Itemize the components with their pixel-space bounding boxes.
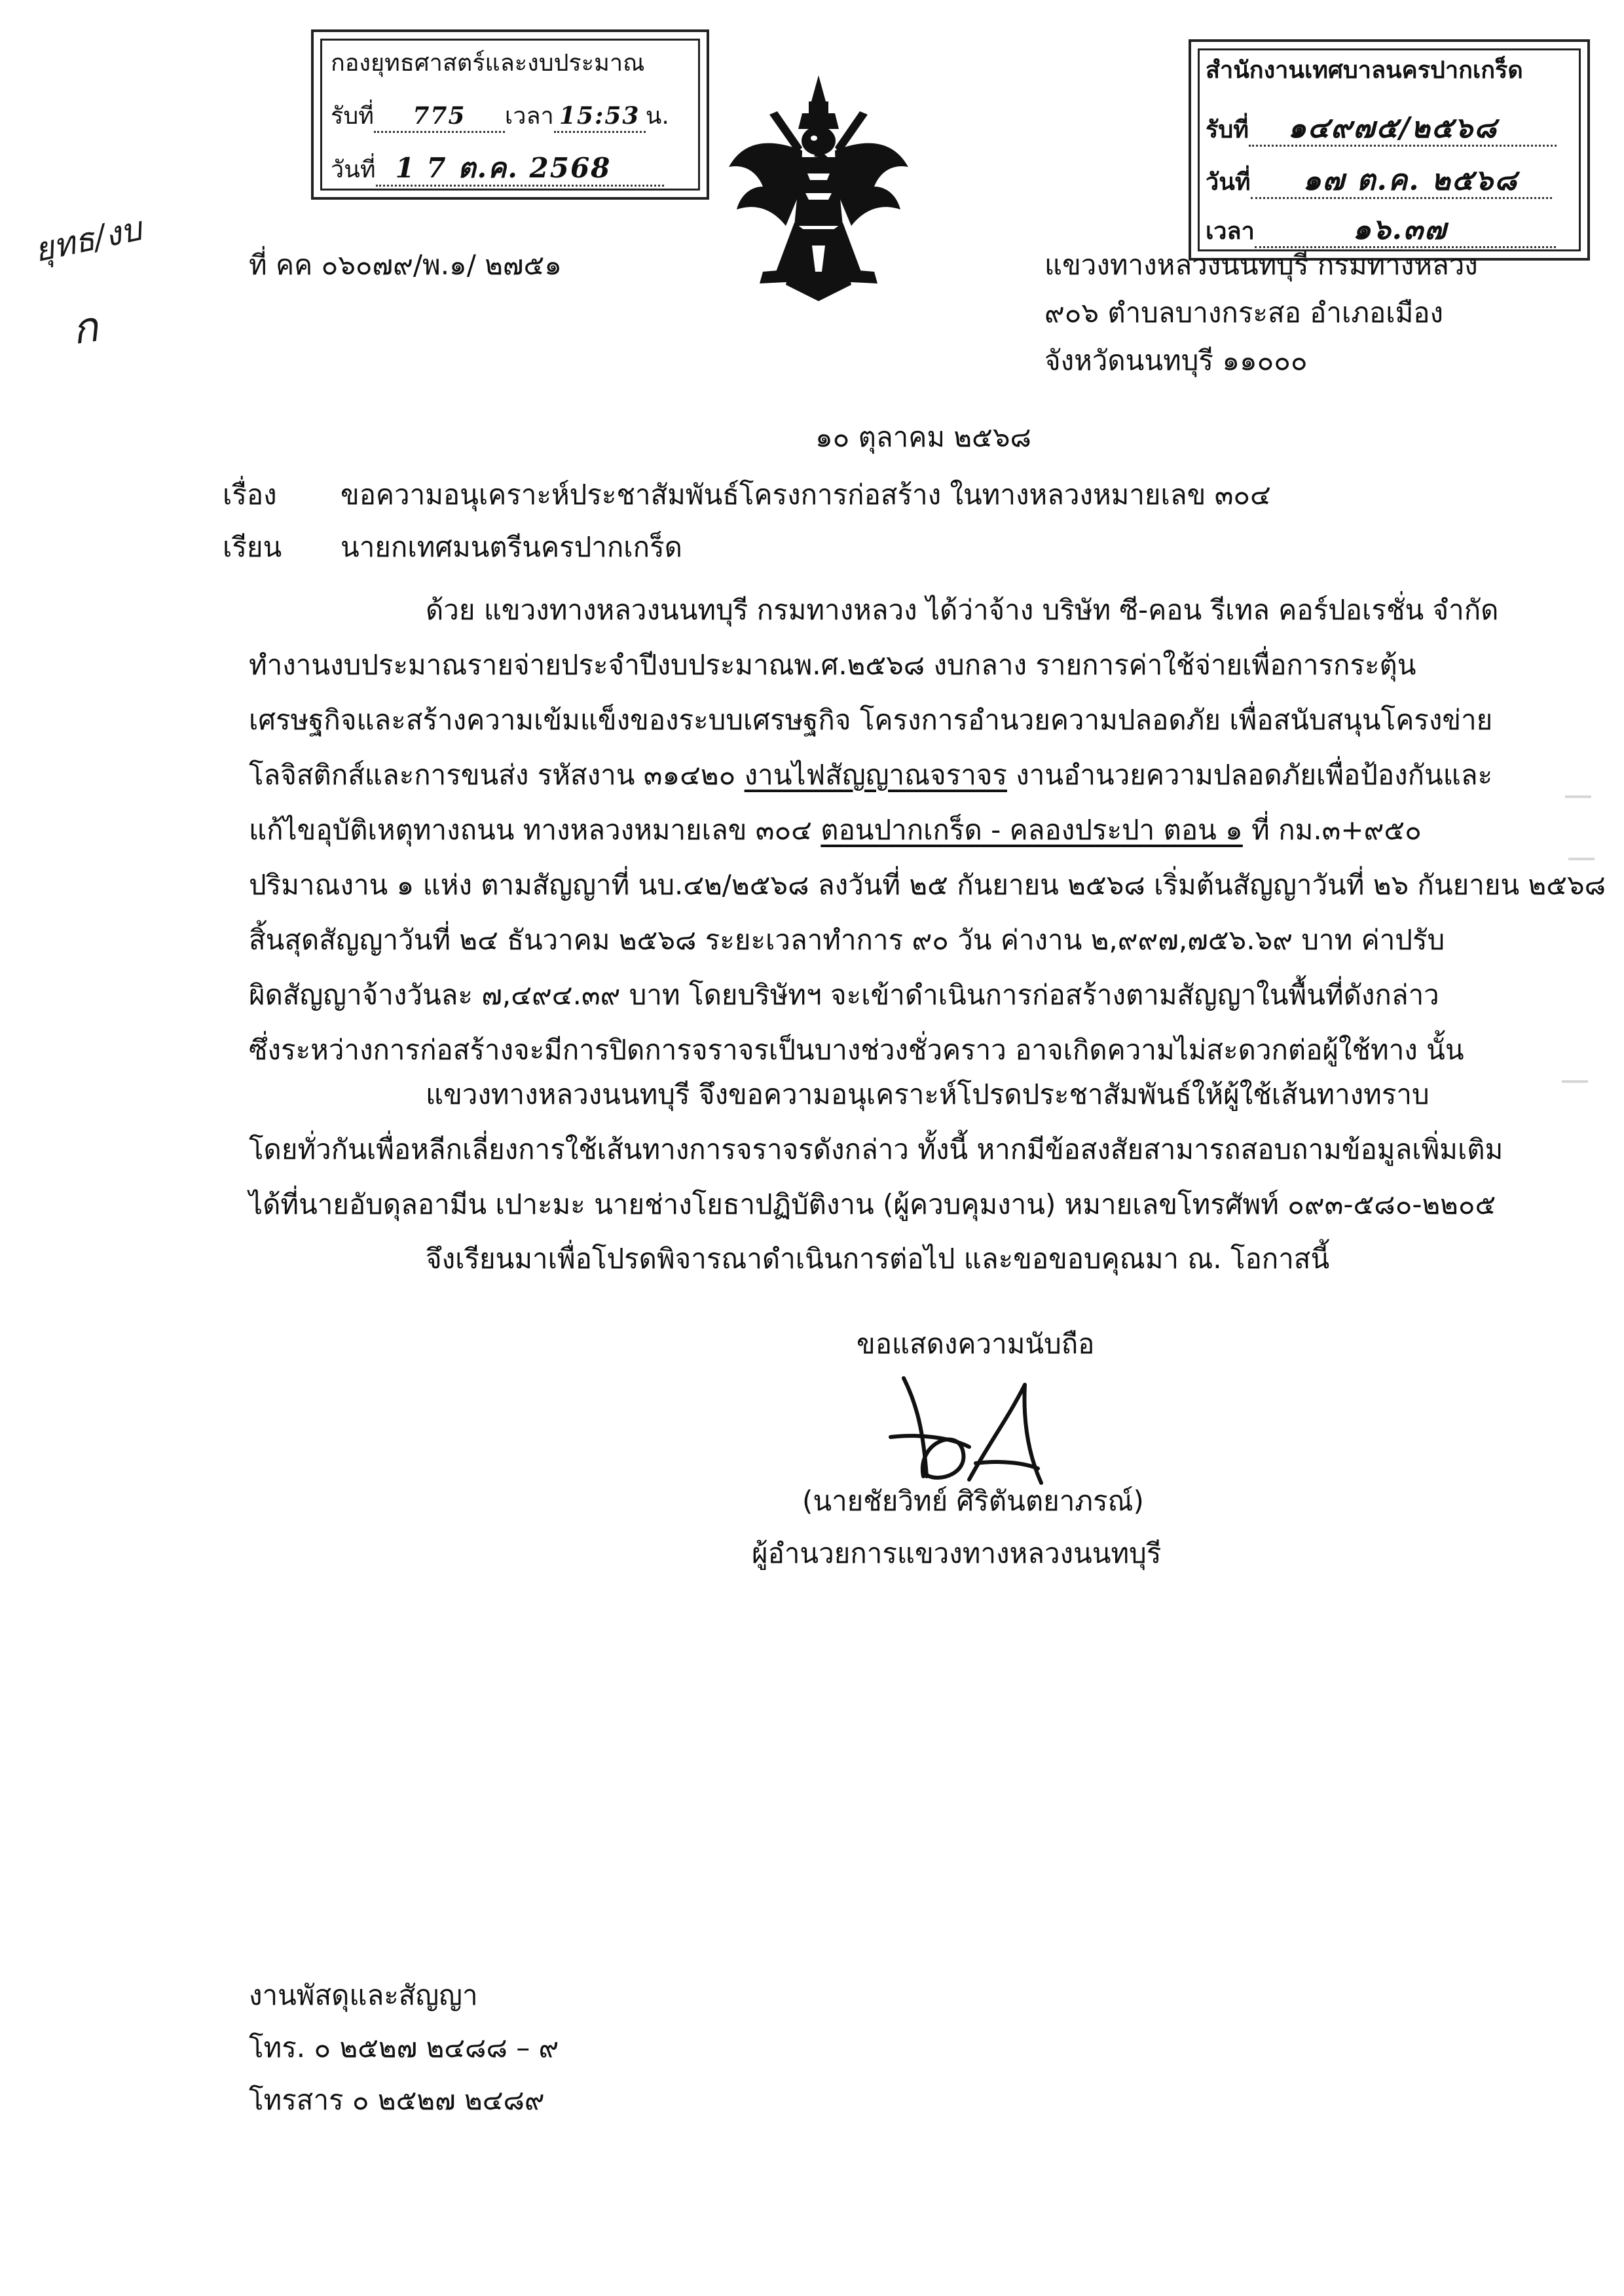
stamp-left-time: 15:53 [559,102,640,130]
stamp-right-time-label: เวลา [1206,218,1255,245]
stamp-left-recv-no: 775 [413,102,466,130]
scan-artifact [1568,858,1595,860]
highlight-work-name: งานไฟสัญญาณจราจร [744,759,1007,791]
margin-note-line2: ก [69,302,101,355]
received-stamp-right [1189,39,1590,261]
body-paragraph-1 [249,583,1606,1078]
margin-initial [67,293,102,363]
margin-note-line1: ยุทธ/งบ [31,210,145,270]
scan-artifact [1562,1080,1588,1083]
to-text: นายกเทศมนตรีนครปากเกร็ด [341,531,682,563]
signature-icon [877,1365,1061,1496]
subject-label: เรื่อง [223,479,277,511]
p1-line: ผิดสัญญาจ้างวันละ ๗,๔๙๔.๓๙ บาท โดยบริษัทฯ จะเข้าดำเนินการก่อสร้างตามสัญญาในพื้นที่ดังกล่าว [249,979,1439,1011]
p2-line: ได้ที่นายอับดุลอามีน เปาะมะ นายช่างโยธาปฏิบัติงาน (ผู้ควบคุมงาน) หมายเลขโทรศัพท์ ๐๙๓-๕๘๐-๒๒๐๕ [249,1188,1496,1220]
stamp-left-time-label: เวลา [504,103,554,130]
scan-artifact [1565,795,1591,798]
footer-tel: โทร. ๐ ๒๕๒๗ ๒๔๘๘ – ๙ [249,2032,559,2064]
sender-line-2: ๙๐๖ ตำบลบางกระสอ อำเภอเมือง [1044,297,1444,329]
footer-fax: โทรสาร ๐ ๒๕๒๗ ๒๔๘๙ [249,2084,545,2116]
sender-line-1: แขวงทางหลวงนนทบุรี กรมทางหลวง [1044,249,1478,281]
subject-text: ขอความอนุเคราะห์ประชาสัมพันธ์โครงการก่อสร้าง ในทางหลวงหมายเลข ๓๐๔ [341,479,1271,511]
reference-number: ที่ คค ๐๖๐๗๙/พ.๑/ ๒๗๕๑ [249,249,562,281]
p1-line: เศรษฐกิจและสร้างความเข้มแข็งของระบบเศรษฐกิจ โครงการอำนวยความปลอดภัย เพื่อสนับสนุนโครงข่าย [249,704,1493,736]
letter-date: ๑๐ ตุลาคม ๒๕๖๘ [815,421,1031,453]
regards: ขอแสดงความนับถือ [857,1328,1095,1360]
stamp-right-recv-no: ๑๔๙๗๕/๒๕๖๘ [1287,111,1498,145]
p1-line: ซึ่งระหว่างการก่อสร้างจะมีการปิดการจราจรเป็นบางช่วงชั่วคราว อาจเกิดความไม่สะดวกต่อผู้ใช้ทาง นั้น [249,1034,1464,1066]
highlight-section: ตอนปากเกร็ด - คลองประปา ตอน ๑ [821,814,1243,846]
footer-unit: งานพัสดุและสัญญา [249,1979,478,2011]
p1-line: ด้วย แขวงทางหลวงนนทบุรี กรมทางหลวง ได้ว่าจ้าง บริษัท ซี-คอน รีเทล คอร์ปอเรชั่น จำกัด [426,594,1499,626]
stamp-right-title: สำนักงานเทศบาลนครปากเกร็ด [1206,57,1523,84]
stamp-left-date-label: วันที่ [331,156,376,183]
p1-line-4a: โลจิสติกส์และการขนส่ง รหัสงาน ๓๑๔๒๐ [249,759,745,791]
p1-line [249,748,1606,803]
signer-title: ผู้อำนวยการแขวงทางหลวงนนทบุรี [752,1537,1162,1569]
stamp-left-recv-label: รับที่ [331,103,374,130]
p1-line: ทำงานงบประมาณรายจ่ายประจำปีงบประมาณพ.ศ.๒๕๖๘ งบกลาง รายการค่าใช้จ่ายเพื่อการกระตุ้น [249,649,1416,681]
stamp-left-time-suffix: น. [645,103,669,130]
p1-line-5a: แก้ไขอุบัติเหตุทางถนน ทางหลวงหมายเลข ๓๐๔ [249,814,821,846]
to-label: เรียน [223,531,282,563]
closing-sentence: จึงเรียนมาเพื่อโปรดพิจารณาดำเนินการต่อไป และขอขอบคุณมา ณ. โอกาสนี้ [426,1243,1330,1275]
p1-line: ปริมาณงาน ๑ แห่ง ตามสัญญาที่ นบ.๔๒/๒๕๖๘ ลงวันที่ ๒๕ กันยายน ๒๕๖๘ เริ่มต้นสัญญาวันที่ ๒๖ กันยายน ๒๕๖๘ [249,869,1606,901]
p1-line-5c: ที่ กม.๓+๙๕๐ [1242,814,1422,846]
p1-line [249,803,1606,858]
margin-handwritten-note [29,204,147,277]
garuda-emblem-icon [724,75,913,301]
p1-line: สิ้นสุดสัญญาวันที่ ๒๔ ธันวาคม ๒๕๖๘ ระยะเวลาทำการ ๙๐ วัน ค่างาน ๒,๙๙๗,๗๕๖.๖๙ บาท ค่าปรับ [249,924,1445,956]
stamp-right-date: ๑๗ ต.ค. ๒๕๖๘ [1302,164,1519,197]
signer-name: (นายชัยวิทย์ ศิริตันตยาภรณ์) [802,1485,1144,1517]
stamp-right-date-label: วันที่ [1206,169,1251,196]
p2-line: แขวงทางหลวงนนทบุรี จึงขอความอนุเคราะห์โปรดประชาสัมพันธ์ให้ผู้ใช้เส้นทางทราบ [426,1078,1430,1110]
body-paragraph-2 [249,1067,1503,1232]
sender-line-3: จังหวัดนนทบุรี ๑๑๐๐๐ [1044,344,1308,376]
p1-line-4c: งานอำนวยความปลอดภัยเพื่อป้องกันและ [1006,759,1493,791]
stamp-right-recv-label: รับที่ [1206,117,1249,143]
stamp-left-date: 1 7 ต.ค. 2568 [395,152,612,184]
stamp-left-title: กองยุทธศาสตร์และงบประมาณ [331,50,645,77]
stamp-right-time: ๑๖.๓๗ [1352,213,1448,246]
p2-line: โดยทั่วกันเพื่อหลีกเลี่ยงการใช้เส้นทางการจราจรดังกล่าว ทั้งนี้ หากมีข้อสงสัยสามารถสอบถามข้อมูลเพิ่มเติม [249,1133,1504,1165]
received-stamp-left [311,29,709,200]
